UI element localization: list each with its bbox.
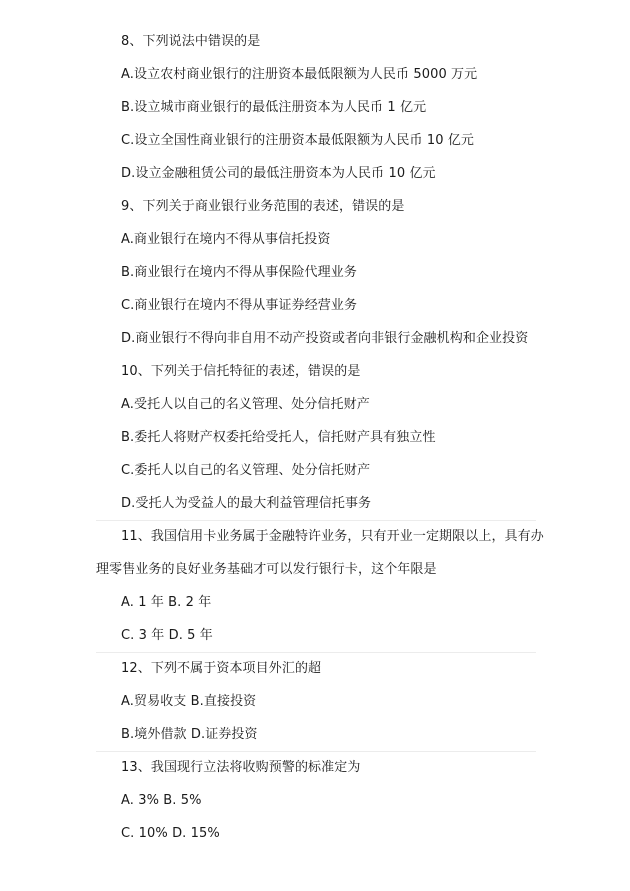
question-10-option-a: A.受托人以自己的名义管理、处分信托财产: [121, 397, 370, 412]
question-13-stem: 13、我国现行立法将收购预警的标准定为: [121, 760, 361, 775]
question-9-option-c: C.商业银行在境内不得从事证券经营业务: [121, 298, 358, 313]
question-13-options-row1: A. 3% B. 5%: [121, 793, 202, 808]
question-8-option-a: A.设立农村商业银行的注册资本最低限额为人民币 5000 万元: [121, 67, 478, 82]
divider: [96, 751, 536, 752]
divider: [96, 520, 536, 521]
question-8-option-d: D.设立金融租赁公司的最低注册资本为人民币 10 亿元: [121, 166, 436, 181]
question-10-option-c: C.委托人以自己的名义管理、处分信托财产: [121, 463, 371, 478]
question-11-stem-line2: 理零售业务的良好业务基础才可以发行银行卡，这个年限是: [96, 562, 437, 577]
question-10-option-d: D.受托人为受益人的最大利益管理信托事务: [121, 496, 372, 511]
question-9-option-b: B.商业银行在境内不得从事保险代理业务: [121, 265, 357, 280]
question-12-options-row1: A.贸易收支 B.直接投资: [121, 694, 257, 709]
question-13-options-row2: C. 10% D. 15%: [121, 826, 220, 841]
question-11-options-row2: C. 3 年 D. 5 年: [121, 628, 213, 643]
question-12-options-row2: B.境外借款 D.证券投资: [121, 727, 258, 742]
question-11-stem-line1: 11、我国信用卡业务属于金融特许业务，只有开业一定期限以上，具有办: [121, 529, 544, 544]
question-12-stem: 12、下列不属于资本项目外汇的超: [121, 661, 322, 676]
question-9-option-a: A.商业银行在境内不得从事信托投资: [121, 232, 331, 247]
divider: [96, 652, 536, 653]
question-8-stem: 8、下列说法中错误的是: [121, 34, 261, 49]
question-9-stem: 9、下列关于商业银行业务范围的表述，错误的是: [121, 199, 405, 214]
question-10-option-b: B.委托人将财产权委托给受托人，信托财产具有独立性: [121, 430, 436, 445]
question-8-option-b: B.设立城市商业银行的最低注册资本为人民币 1 亿元: [121, 100, 427, 115]
question-10-stem: 10、下列关于信托特征的表述，错误的是: [121, 364, 361, 379]
question-9-option-d: D.商业银行不得向非自用不动产投资或者向非银行金融机构和企业投资: [121, 331, 529, 346]
question-11-options-row1: A. 1 年 B. 2 年: [121, 595, 212, 610]
question-8-option-c: C.设立全国性商业银行的注册资本最低限额为人民币 10 亿元: [121, 133, 475, 148]
